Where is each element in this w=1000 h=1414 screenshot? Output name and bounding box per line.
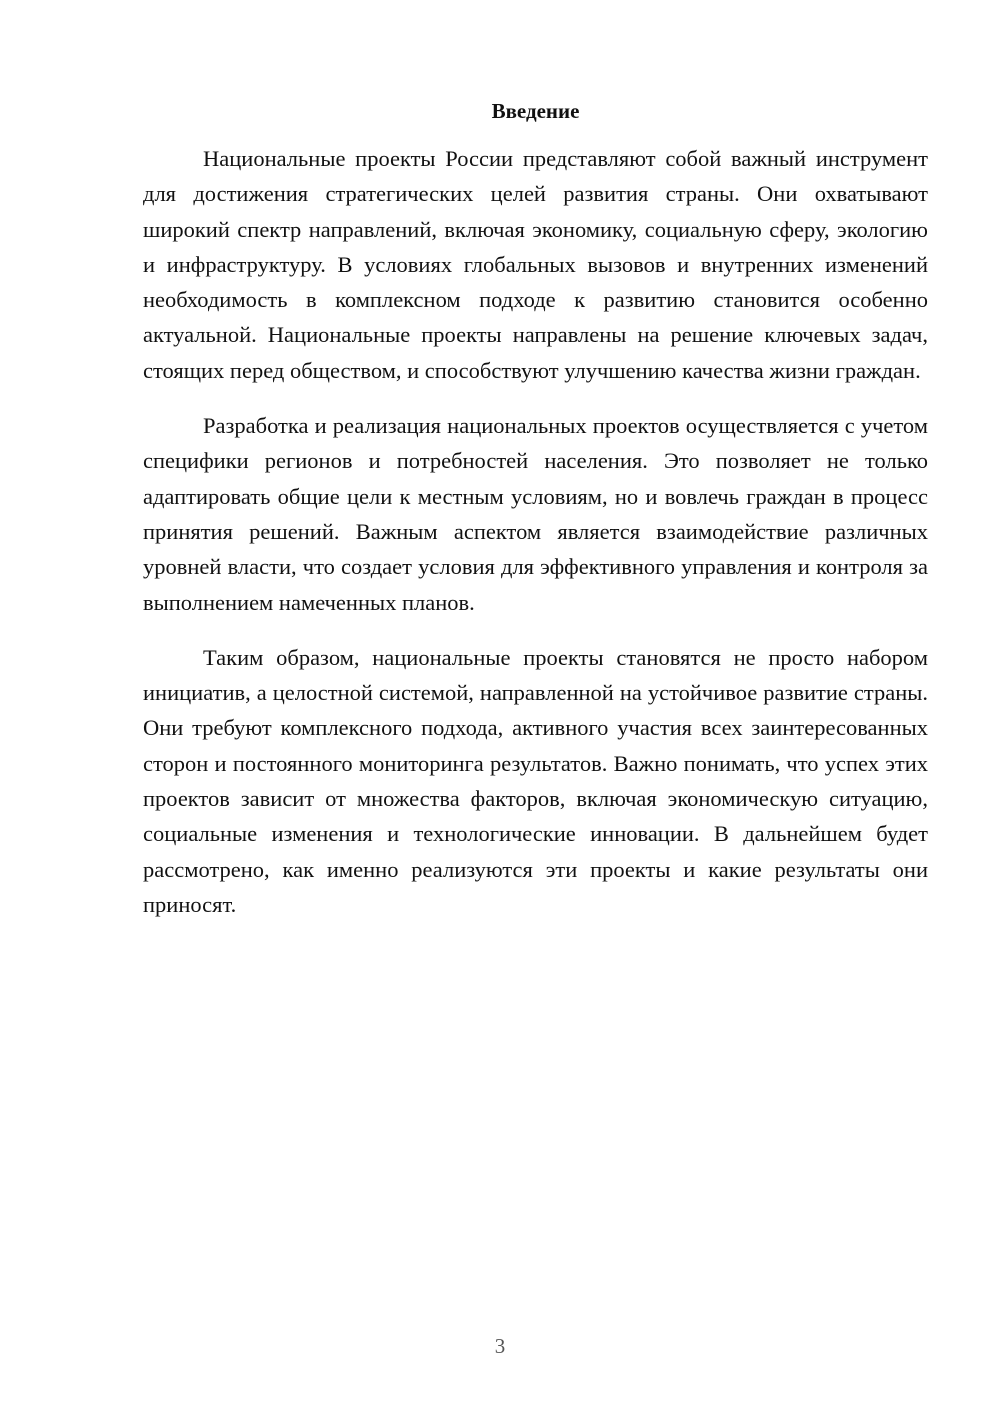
paragraph-1: Национальные проекты России представляют собой важный инструмент для достижения стратегических целей развития страны. Они охватывают широкий спектр направлений, включая экономику, социальную сферу, экологию и инфраструктуру. В условиях глобальных вызовов и внутренних изменений необходимость в комплексном подходе к развитию становится особенно актуальной. Национальные проекты направлены на решение ключевых задач, стоящих перед обществом, и способствуют улучшению качества жизни граждан. [143, 146, 928, 383]
paragraph-2: Разработка и реализация национальных проектов осуществляется с учетом специфики регионов и потребностей населения. Это позволяет не только адаптировать общие цели к местным условиям, но и вовлечь граждан в процесс принятия решений. Важным аспектом является взаимодействие различных уровней власти, что создает условия для эффективного управления и контроля за выполнением намеченных планов. [143, 413, 928, 615]
paragraph-3: Таким образом, национальные проекты становятся не просто набором инициатив, а целостной системой, направленной на устойчивое развитие страны. Они требуют комплексного подхода, активного участия всех заинтересованных сторон и постоянного мониторинга результатов. Важно понимать, что успех этих проектов зависит от множества факторов, включая экономическую ситуацию, социальные изменения и технологические инновации. В дальнейшем будет рассмотрено, как именно реализуются эти проекты и какие результаты они приносят. [143, 644, 928, 917]
page-number: 3 [494, 1334, 506, 1358]
page-content [143, 95, 928, 922]
section-heading: Введение [491, 99, 580, 123]
